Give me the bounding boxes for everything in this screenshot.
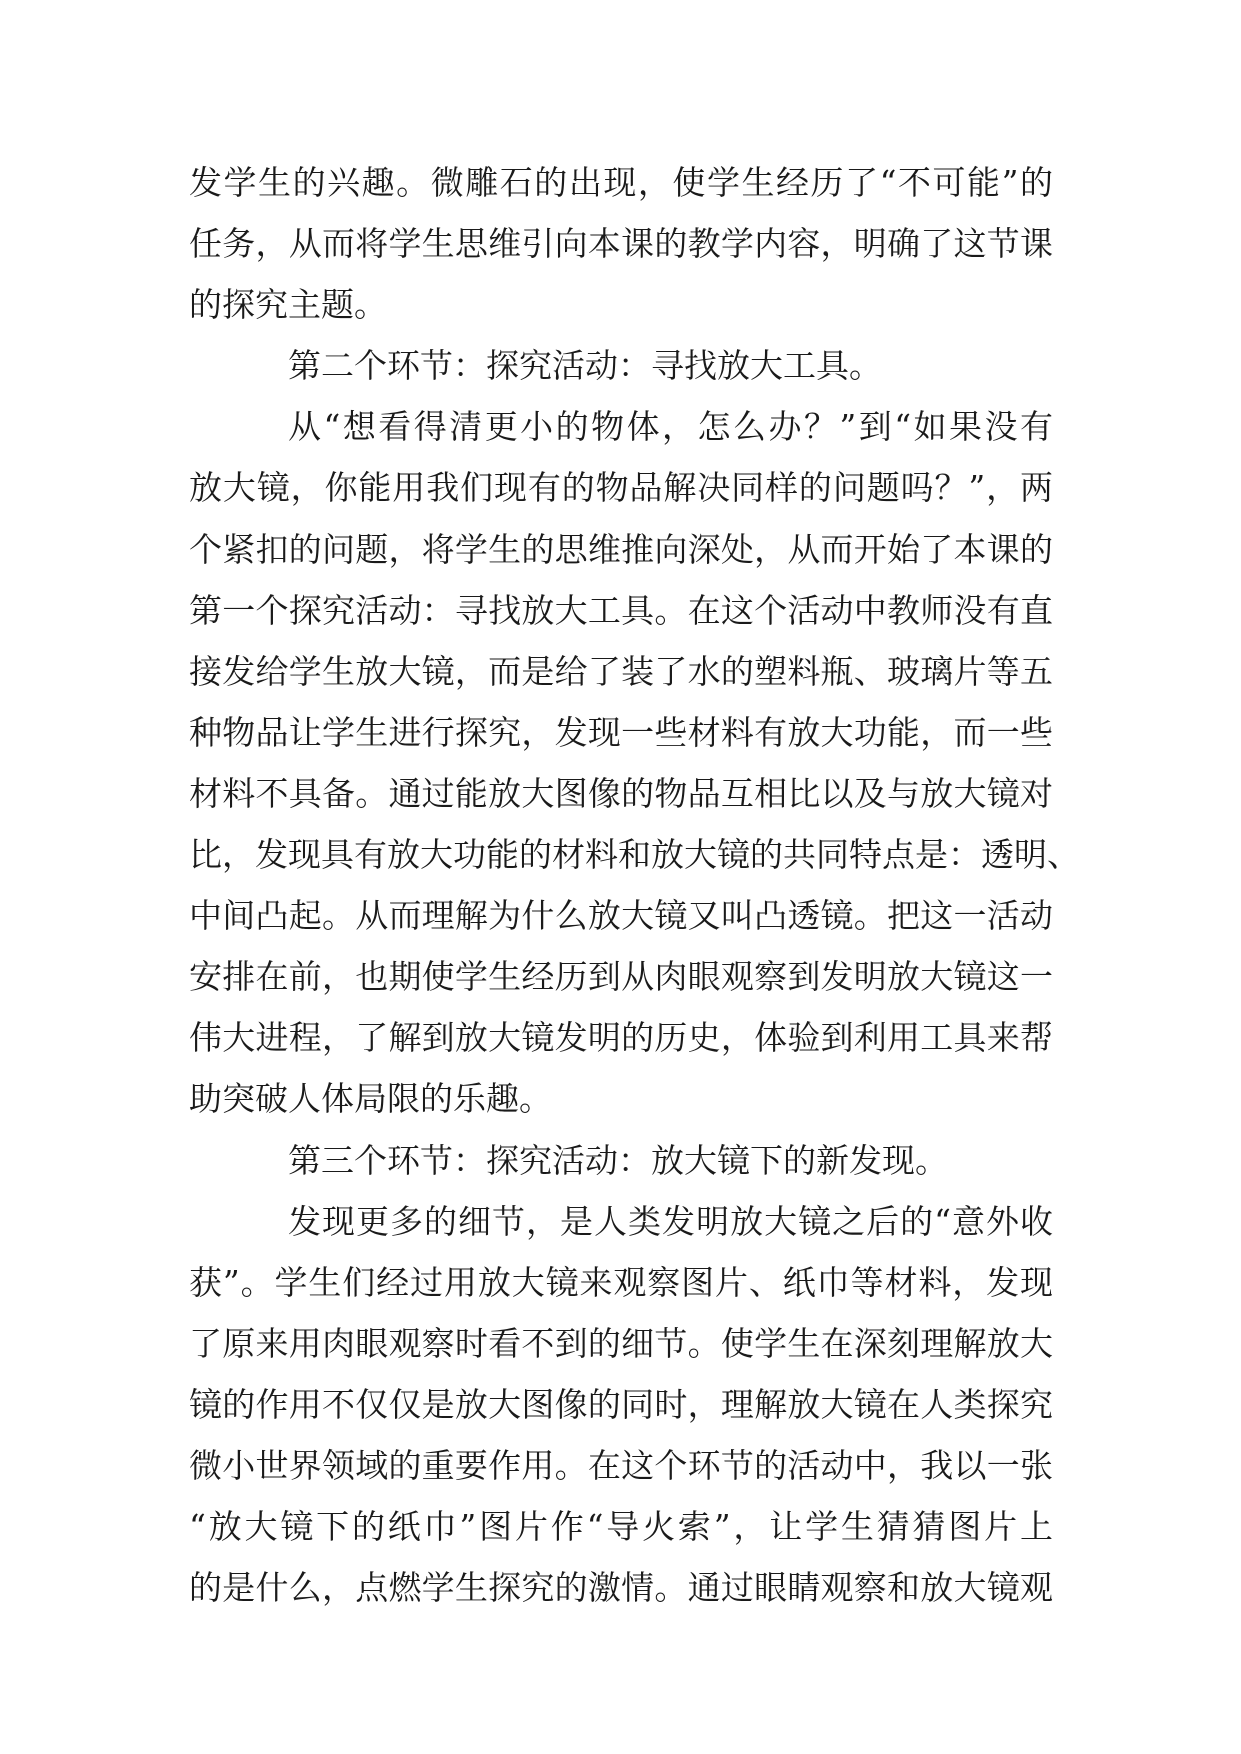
paragraph-line: 种物品让学生进行探究，发现一些材料有放大功能，而一些 [189,712,1053,752]
paragraph-line: 的探究主题。 [189,285,387,325]
paragraph-line: 了原来用肉眼观察时看不到的细节。使学生在深刻理解放大 [189,1323,1053,1363]
paragraph-line: 伟大进程，了解到放大镜发明的历史，体验到利用工具来帮 [189,1018,1053,1058]
paragraph-line: 微小世界领域的重要作用。在这个环节的活动中，我以一张 [189,1445,1053,1485]
paragraph-line: 安排在前，也期使学生经历到从肉眼观察到发明放大镜这一 [189,957,1053,997]
paragraph-line: 的是什么，点燃学生探究的激情。通过眼睛观察和放大镜观 [189,1568,1053,1608]
paragraph-line: 比，发现具有放大功能的材料和放大镜的共同特点是：透明、 [189,835,1080,875]
paragraph-line: 助突破人体局限的乐趣。 [189,1079,552,1119]
paragraph-line: 获”。学生们经过用放大镜来观察图片、纸巾等材料，发现 [189,1262,1053,1302]
section-heading-line: 第三个环节：探究活动：放大镜下的新发现。 [288,1140,948,1180]
document-body-text [189,152,1080,1618]
paragraph-line: 任务，从而将学生思维引向本课的教学内容，明确了这节课 [189,224,1053,264]
paragraph-line: 放大镜，你能用我们现有的物品解决同样的问题吗？”，两 [189,468,1053,508]
section-heading-line: 第二个环节：探究活动：寻找放大工具。 [288,346,882,386]
paragraph-line: 从“想看得清更小的物体，怎么办？”到“如果没有 [288,407,1053,447]
paragraph-line: 镜的作用不仅仅是放大图像的同时，理解放大镜在人类探究 [189,1384,1053,1424]
paragraph-line: 发现更多的细节，是人类发明放大镜之后的“意外收 [288,1201,1053,1241]
paragraph-line: 第一个探究活动：寻找放大工具。在这个活动中教师没有直 [189,590,1053,630]
paragraph-line: 接发给学生放大镜，而是给了装了水的塑料瓶、玻璃片等五 [189,651,1053,691]
paragraph-line: “放大镜下的纸巾”图片作“导火索”，让学生猜猜图片上 [189,1507,1053,1547]
paragraph-line: 个紧扣的问题，将学生的思维推向深处，从而开始了本课的 [189,529,1053,569]
paragraph-line: 中间凸起。从而理解为什么放大镜又叫凸透镜。把这一活动 [189,896,1053,936]
paragraph-line: 发学生的兴趣。微雕石的出现，使学生经历了“不可能”的 [189,163,1053,202]
paragraph-line: 材料不具备。通过能放大图像的物品互相比以及与放大镜对 [189,773,1053,813]
